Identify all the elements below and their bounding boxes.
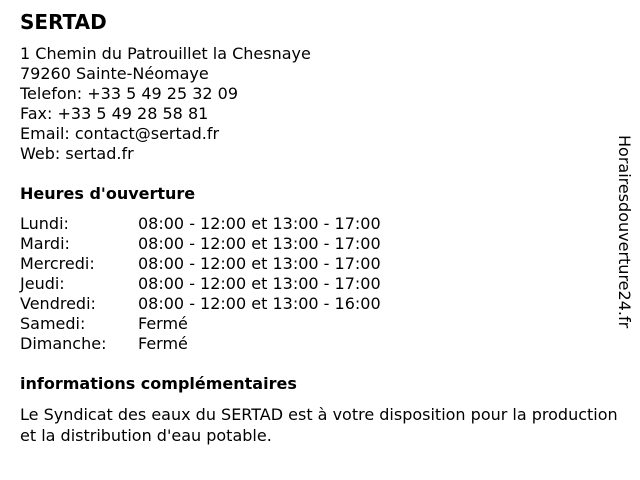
- fax-number: Fax: +33 5 49 28 58 81: [20, 104, 209, 123]
- address-line-2: 79260 Sainte-Néomaye: [20, 64, 209, 83]
- day-label: Samedi:: [20, 314, 86, 333]
- additional-info-text: Le Syndicat des eaux du SERTAD est à votre disposition pour la production et la distribution d'eau potable.: [20, 405, 618, 445]
- hours-value: 08:00 - 12:00 et 13:00 - 16:00: [138, 294, 381, 313]
- opening-hours-heading: Heures d'ouverture: [20, 184, 196, 203]
- phone-number: Telefon: +33 5 49 25 32 09: [20, 84, 239, 103]
- hours-row-tuesday: [20, 234, 600, 254]
- address-line-1: 1 Chemin du Patrouillet la Chesnaye: [20, 44, 311, 63]
- hours-row-friday: [20, 294, 600, 314]
- day-label: Jeudi:: [20, 274, 65, 293]
- opening-hours-table: [20, 214, 600, 354]
- hours-row-wednesday: [20, 254, 600, 274]
- day-label: Dimanche:: [20, 334, 107, 353]
- hours-value: 08:00 - 12:00 et 13:00 - 17:00: [138, 254, 381, 273]
- day-label: Mercredi:: [20, 254, 95, 273]
- business-name: SERTAD: [20, 10, 107, 34]
- hours-value: 08:00 - 12:00 et 13:00 - 17:00: [138, 274, 381, 293]
- website: Web: sertad.fr: [20, 144, 134, 163]
- hours-row-monday: [20, 214, 600, 234]
- day-label: Vendredi:: [20, 294, 96, 313]
- hours-value: Fermé: [138, 334, 188, 353]
- contact-block: [20, 44, 600, 164]
- hours-row-sunday: [20, 334, 600, 354]
- email-address: Email: contact@sertad.fr: [20, 124, 220, 143]
- hours-value: Fermé: [138, 314, 188, 333]
- additional-info-heading: informations complémentaires: [20, 374, 297, 393]
- hours-row-saturday: [20, 314, 600, 334]
- hours-row-thursday: [20, 274, 600, 294]
- hours-value: 08:00 - 12:00 et 13:00 - 17:00: [138, 214, 381, 233]
- day-label: Mardi:: [20, 234, 70, 253]
- hours-value: 08:00 - 12:00 et 13:00 - 17:00: [138, 234, 381, 253]
- watermark-text: Horairesdouverture24.fr: [615, 135, 634, 329]
- day-label: Lundi:: [20, 214, 69, 233]
